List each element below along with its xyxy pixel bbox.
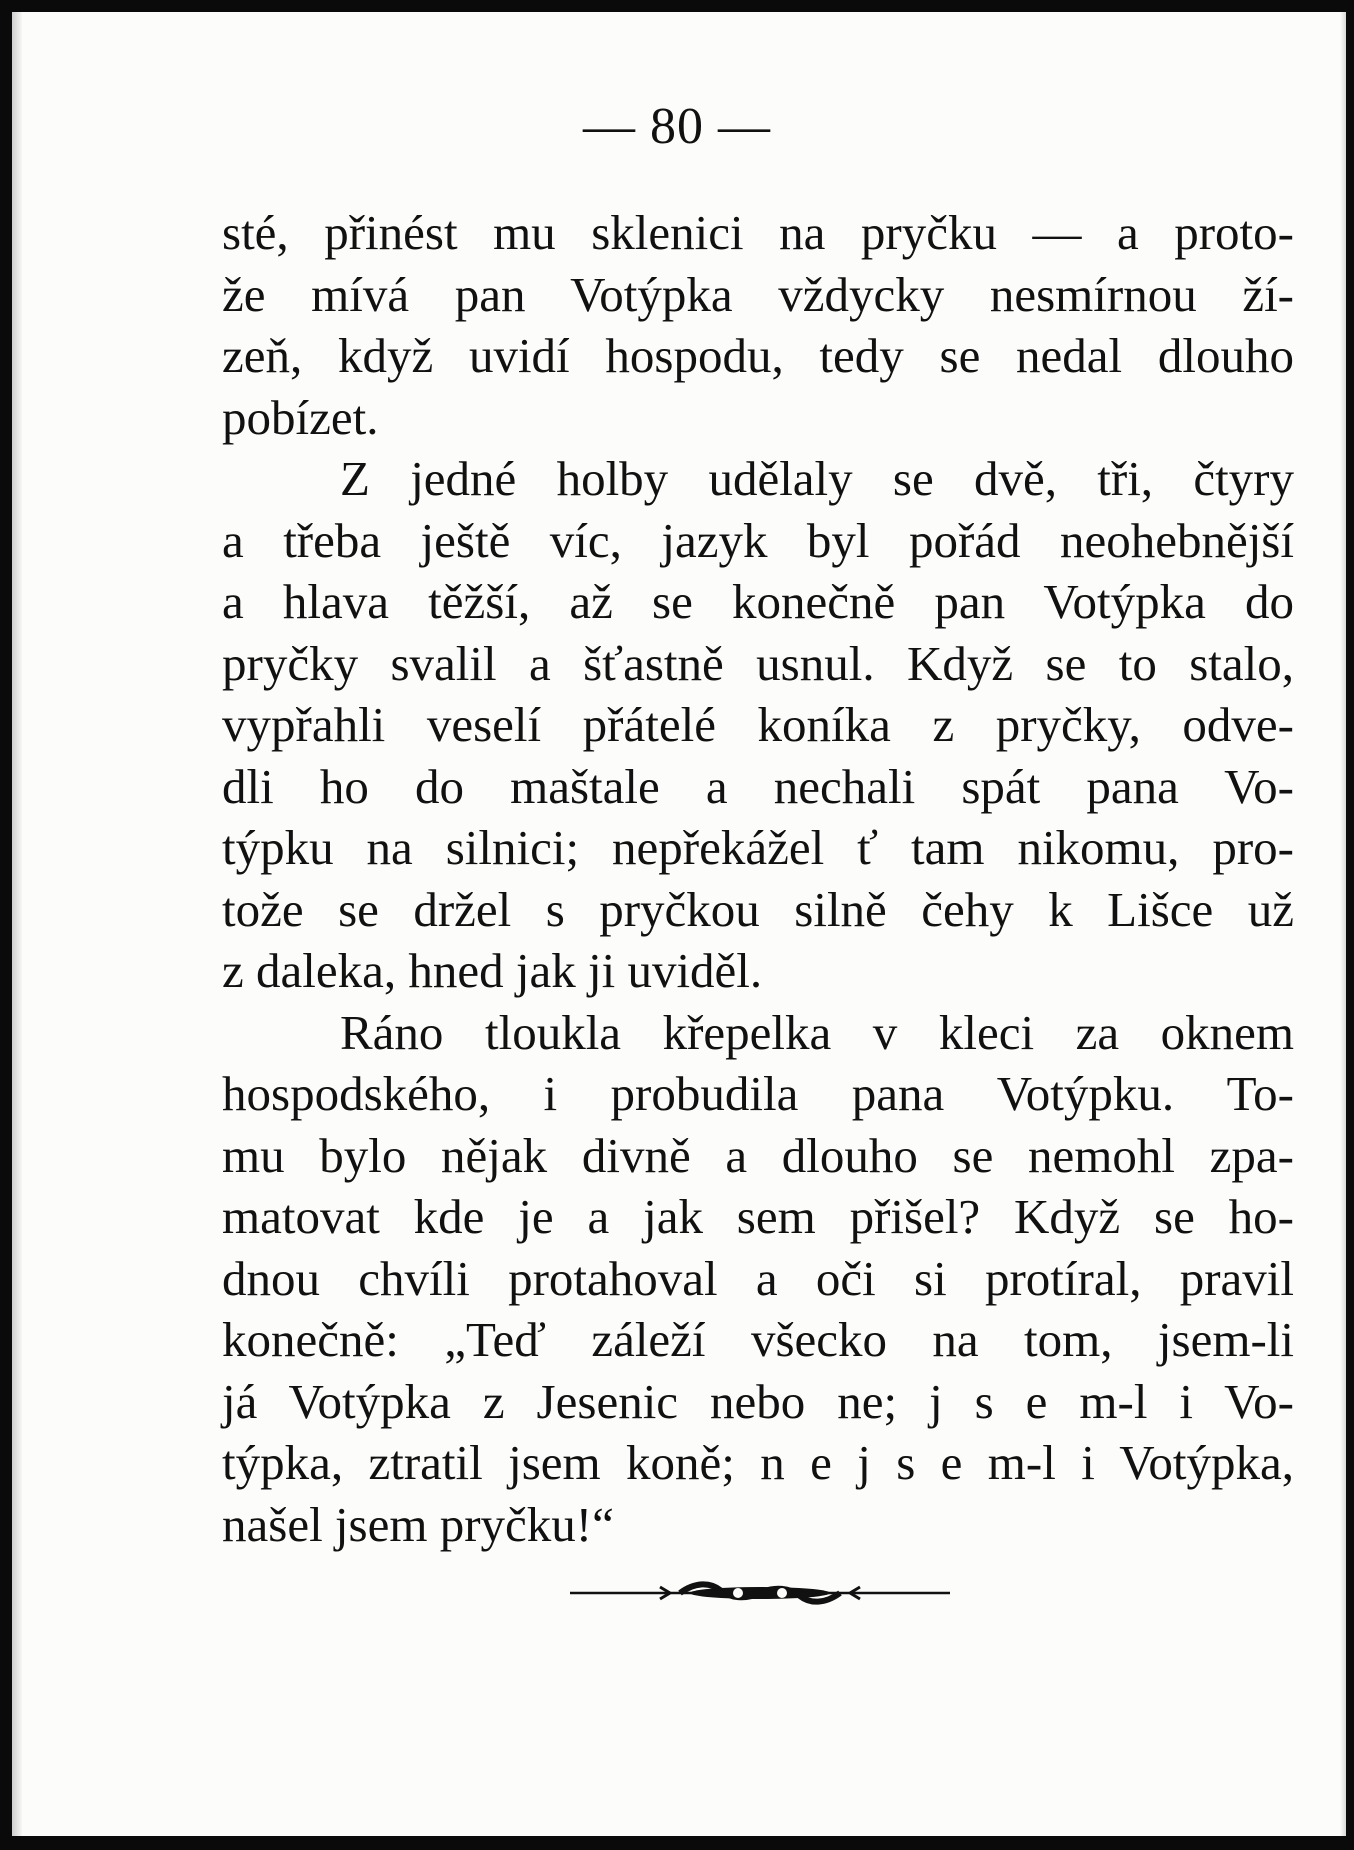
text-line: matovat kde je a jak sem přišel? Když se ho- xyxy=(222,1189,1294,1244)
text-line: konečně: „Teď záleží všecko na tom, jsem-li xyxy=(222,1312,1294,1367)
paragraph xyxy=(222,448,1294,1002)
text-line: mu bylo nějak divně a dlouho se nemohl zpa- xyxy=(222,1127,1294,1183)
text-line: hospodského, i probudila pana Votýpku. To- xyxy=(222,1066,1294,1121)
gutter-shadow xyxy=(12,12,22,1836)
text-line: dli ho do maštale a nechali spát pana Vo- xyxy=(222,758,1294,814)
ornamental-divider-icon xyxy=(570,1578,950,1608)
text-line: týpku na silnici; nepřekážel ť tam nikomu, pro- xyxy=(222,820,1294,875)
text-line: pobízet. xyxy=(222,389,379,445)
text-line: tože se držel s pryčkou silně čehy k Lišce už xyxy=(222,881,1294,937)
text-line: pryčky svalil a šťastně usnul. Když se to stalo, xyxy=(222,635,1294,691)
text-line: dnou chvíli protahoval a oči si protíral, pravil xyxy=(222,1250,1294,1306)
body-text xyxy=(222,202,1294,1555)
text-line: že mívá pan Votýpka vždycky nesmírnou ží- xyxy=(222,266,1294,322)
text-line: týpka, ztratil jsem koně; n e j s e m-l i Votýpka, xyxy=(222,1435,1294,1490)
text-line: Ráno tloukla křepelka v kleci za oknem xyxy=(340,1004,1294,1060)
text-line: Z jedné holby udělaly se dvě, tři, čtyry xyxy=(340,451,1294,506)
page-edge xyxy=(1340,12,1346,1836)
text-line: z daleka, hned jak ji uviděl. xyxy=(222,943,763,998)
text-line: a hlava těžší, až se konečně pan Votýpka do xyxy=(222,574,1294,629)
text-line: vypřahli veselí přátelé koníka z pryčky, odve- xyxy=(222,697,1294,752)
text-line: já Votýpka z Jesenic nebo ne; j s e m-l i Vo- xyxy=(222,1373,1294,1429)
text-line: a třeba ještě víc, jazyk byl pořád neohebnější xyxy=(222,512,1294,568)
page-number: — 80 — xyxy=(583,98,771,155)
paragraph xyxy=(222,1002,1294,1556)
paragraph xyxy=(222,202,1294,448)
text-line: našel jsem pryčku!“ xyxy=(222,1496,614,1552)
text-line: zeň, když uvidí hospodu, tedy se nedal dlouho xyxy=(222,328,1294,383)
text-line: sté, přinést mu sklenici na pryčku — a proto- xyxy=(222,205,1294,260)
